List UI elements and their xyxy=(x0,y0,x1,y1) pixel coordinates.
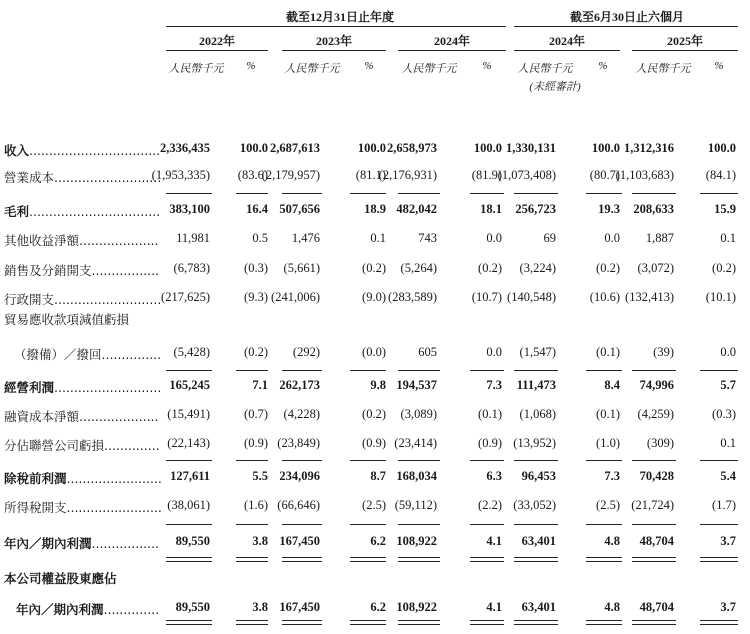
percent-cell: (0.2) xyxy=(362,407,386,421)
year-rule xyxy=(514,50,620,51)
percent-cell: (9.3) xyxy=(244,290,268,304)
unaudited-note: (未經審計) xyxy=(529,81,581,93)
subtotal-rule xyxy=(398,460,440,461)
percent-cell: 5.4 xyxy=(720,469,736,483)
amount-cell: 208,633 xyxy=(633,202,674,216)
percent-cell: (1.0) xyxy=(596,436,620,450)
row-label xyxy=(4,141,160,159)
amount-cell: 165,245 xyxy=(169,378,210,392)
amount-cell: 1,312,316 xyxy=(624,141,674,155)
percent-cell: (0.9) xyxy=(478,436,502,450)
percent-cell: 0.1 xyxy=(370,231,386,245)
amount-cell: (3,224) xyxy=(519,261,556,275)
row-label-text: 營業成本 xyxy=(4,170,55,185)
amount-cell: 605 xyxy=(418,345,437,359)
subtotal-rule xyxy=(282,370,322,371)
double-rule xyxy=(166,620,212,625)
amount-cell: (1,073,408) xyxy=(497,168,556,182)
percent-cell: 0.0 xyxy=(486,231,502,245)
amount-cell: (4,259) xyxy=(637,407,674,421)
percent-cell: 0.1 xyxy=(720,436,736,450)
dot-leader: ................. xyxy=(91,536,160,551)
row-label-text: 經營利潤 xyxy=(4,380,55,395)
subtotal-rule xyxy=(350,524,386,525)
amount-cell: (39) xyxy=(653,345,674,359)
dot-leader: ................................. xyxy=(29,204,161,219)
percent-cell: (0.1) xyxy=(596,345,620,359)
percent-cell: (10.7) xyxy=(471,290,502,304)
percent-cell: 16.4 xyxy=(246,202,268,216)
percent-cell: 6.2 xyxy=(370,534,386,548)
percent-cell: 4.1 xyxy=(486,600,502,614)
amount-cell: (6,783) xyxy=(173,261,210,275)
amount-cell: (1,068) xyxy=(519,407,556,421)
row-label xyxy=(4,310,129,328)
amount-cell: (217,625) xyxy=(161,290,210,304)
year-header-2022: 2022年 xyxy=(198,34,235,48)
percent-cell: (0.0) xyxy=(362,345,386,359)
subtotal-rule xyxy=(514,460,558,461)
percent-cell: (1.7) xyxy=(712,498,736,512)
unit-amount: 人民幣千元 xyxy=(517,63,573,75)
amount-cell: (1,103,683) xyxy=(615,168,674,182)
subtotal-rule xyxy=(632,460,676,461)
subtotal-rule xyxy=(470,193,504,194)
amount-cell: 234,096 xyxy=(279,469,320,483)
percent-cell: (0.7) xyxy=(244,407,268,421)
unit-amount: 人民幣千元 xyxy=(168,63,224,75)
percent-cell: (0.3) xyxy=(712,407,736,421)
amount-cell: (5,428) xyxy=(173,345,210,359)
percent-cell: 19.3 xyxy=(598,202,620,216)
unit-pct: % xyxy=(482,60,492,72)
subtotal-rule xyxy=(350,370,386,371)
double-rule xyxy=(236,557,268,562)
percent-cell: 3.8 xyxy=(252,534,268,548)
percent-cell: 5.5 xyxy=(252,469,268,483)
subtotal-rule xyxy=(236,524,268,525)
double-rule xyxy=(632,620,676,625)
subtotal-rule xyxy=(282,193,322,194)
group-header-full-year: 截至12月31日止年度 xyxy=(286,10,395,24)
subtotal-rule xyxy=(236,370,268,371)
percent-cell: (0.2) xyxy=(712,261,736,275)
row-label xyxy=(4,436,160,454)
amount-cell: 74,996 xyxy=(639,378,674,392)
percent-cell: 100.0 xyxy=(707,141,736,155)
year-header-2025-h1: 2025年 xyxy=(666,34,703,48)
row-label-text: 所得稅開支 xyxy=(4,500,67,515)
amount-cell: (309) xyxy=(646,436,674,450)
percent-cell: 4.1 xyxy=(486,534,502,548)
subtotal-rule xyxy=(350,193,386,194)
subtotal-rule xyxy=(700,370,738,371)
amount-cell: (140,548) xyxy=(507,290,556,304)
row-label xyxy=(16,600,159,618)
dot-leader: .................... xyxy=(79,233,159,248)
percent-cell: (9.0) xyxy=(362,290,386,304)
amount-cell: 168,034 xyxy=(396,469,437,483)
double-rule xyxy=(632,557,676,562)
subtotal-rule xyxy=(632,524,676,525)
percent-cell: 5.7 xyxy=(720,378,736,392)
percent-cell: 0.0 xyxy=(486,345,502,359)
row-label xyxy=(4,261,159,279)
double-rule xyxy=(514,557,558,562)
subtotal-rule xyxy=(166,370,212,371)
row-label-text: 銷售及分銷開支 xyxy=(4,263,92,278)
dot-leader: ........................... xyxy=(54,380,162,395)
subtotal-rule xyxy=(586,524,622,525)
row-label xyxy=(4,534,159,552)
double-rule xyxy=(282,557,322,562)
amount-cell: 11,981 xyxy=(176,231,210,245)
amount-cell: (66,646) xyxy=(277,498,320,512)
amount-cell: 108,922 xyxy=(396,600,437,614)
percent-cell: 0.1 xyxy=(720,231,736,245)
percent-cell: 6.2 xyxy=(370,600,386,614)
row-label xyxy=(4,168,161,186)
percent-cell: (0.1) xyxy=(596,407,620,421)
double-rule xyxy=(700,557,738,562)
amount-cell: (4,228) xyxy=(283,407,320,421)
row-label xyxy=(4,231,158,249)
amount-cell: (283,589) xyxy=(388,290,437,304)
amount-cell: 482,042 xyxy=(396,202,437,216)
year-header-2024: 2024年 xyxy=(433,34,470,48)
amount-cell: (5,264) xyxy=(400,261,437,275)
year-rule xyxy=(282,50,386,51)
amount-cell: (23,414) xyxy=(394,436,437,450)
double-rule xyxy=(514,620,558,625)
amount-cell: 167,450 xyxy=(279,534,320,548)
percent-cell: 0.0 xyxy=(720,345,736,359)
subtotal-rule xyxy=(350,460,386,461)
unit-pct: % xyxy=(246,60,256,72)
unit-amount: 人民幣千元 xyxy=(401,63,457,75)
amount-cell: 256,723 xyxy=(515,202,556,216)
amount-cell: (33,052) xyxy=(513,498,556,512)
amount-cell: 2,658,973 xyxy=(387,141,437,155)
double-rule xyxy=(236,620,268,625)
row-label xyxy=(4,407,158,425)
percent-cell: (0.1) xyxy=(478,407,502,421)
row-label xyxy=(4,569,117,587)
percent-cell: (81.1) xyxy=(355,168,386,182)
percent-cell: 18.1 xyxy=(480,202,502,216)
amount-cell: 70,428 xyxy=(639,469,674,483)
percent-cell: 0.0 xyxy=(604,231,620,245)
amount-cell: (241,006) xyxy=(271,290,320,304)
dot-leader: ........................... xyxy=(54,170,162,185)
percent-cell: 100.0 xyxy=(591,141,620,155)
percent-cell: 4.8 xyxy=(604,600,620,614)
percent-cell: 8.4 xyxy=(604,378,620,392)
dot-leader: ................................. xyxy=(29,143,161,158)
row-label xyxy=(4,469,162,487)
subtotal-rule xyxy=(514,193,558,194)
subtotal-rule xyxy=(236,193,268,194)
unit-pct: % xyxy=(598,60,608,72)
row-label-text: 分佔聯營公司虧損 xyxy=(4,438,105,453)
percent-cell: (0.3) xyxy=(244,261,268,275)
amount-cell: (59,112) xyxy=(394,498,437,512)
amount-cell: 48,704 xyxy=(639,534,674,548)
percent-cell: 9.8 xyxy=(370,378,386,392)
subtotal-rule xyxy=(236,460,268,461)
percent-cell: (10.6) xyxy=(589,290,620,304)
subtotal-rule xyxy=(632,370,676,371)
percent-cell: 3.7 xyxy=(720,534,736,548)
unit-amount: 人民幣千元 xyxy=(284,63,340,75)
dot-leader: ................. xyxy=(91,263,160,278)
amount-cell: 167,450 xyxy=(279,600,320,614)
percent-cell: 7.1 xyxy=(252,378,268,392)
percent-cell: 15.9 xyxy=(714,202,736,216)
amount-cell: (5,661) xyxy=(283,261,320,275)
year-rule xyxy=(398,50,506,51)
row-label-text: 收入 xyxy=(4,143,30,158)
row-label-text: 融資成本淨額 xyxy=(4,409,80,424)
amount-cell: (2,176,931) xyxy=(378,168,437,182)
percent-cell: (0.2) xyxy=(362,261,386,275)
amount-cell: (22,143) xyxy=(167,436,210,450)
subtotal-rule xyxy=(398,370,440,371)
dot-leader: ........................... xyxy=(54,292,162,307)
subtotal-rule xyxy=(586,193,622,194)
percent-cell: (83.6) xyxy=(237,168,268,182)
group-rule-full-year xyxy=(166,26,506,27)
subtotal-rule xyxy=(632,193,676,194)
amount-cell: 2,336,435 xyxy=(160,141,210,155)
amount-cell: 507,656 xyxy=(279,202,320,216)
percent-cell: 100.0 xyxy=(473,141,502,155)
double-rule xyxy=(350,620,386,625)
row-label-text: 本公司權益股東應佔 xyxy=(4,571,117,586)
amount-cell: (1,547) xyxy=(519,345,556,359)
dot-leader: ............... xyxy=(101,347,162,362)
row-label xyxy=(14,345,161,363)
unit-pct: % xyxy=(714,60,724,72)
row-label-text: 貿易應收款項減值虧損 xyxy=(4,312,130,327)
row-label xyxy=(4,202,160,220)
row-label-text: 毛利 xyxy=(4,204,30,219)
percent-cell: (0.2) xyxy=(244,345,268,359)
percent-cell: 4.8 xyxy=(604,534,620,548)
subtotal-rule xyxy=(586,460,622,461)
group-header-six-months: 截至6月30日止六個月 xyxy=(570,10,685,24)
row-label-text: 其他收益淨額 xyxy=(4,233,80,248)
amount-cell: 69 xyxy=(543,231,556,245)
year-header-2024-h1: 2024年 xyxy=(548,34,585,48)
row-label xyxy=(4,498,162,516)
unit-pct: % xyxy=(364,60,374,72)
row-label-text: 年內／期內利潤 xyxy=(16,602,104,617)
percent-cell: 7.3 xyxy=(486,378,502,392)
row-label-text: 年內／期內利潤 xyxy=(4,536,92,551)
subtotal-rule xyxy=(700,193,738,194)
subtotal-rule xyxy=(282,524,322,525)
percent-cell: (0.2) xyxy=(596,261,620,275)
group-rule-six-months xyxy=(514,26,738,27)
amount-cell: 383,100 xyxy=(169,202,210,216)
percent-cell: (84.1) xyxy=(705,168,736,182)
amount-cell: 63,401 xyxy=(521,534,556,548)
percent-cell: (2.2) xyxy=(478,498,502,512)
subtotal-rule xyxy=(700,460,738,461)
dot-leader: ........................ xyxy=(66,500,162,515)
year-header-2023: 2023年 xyxy=(315,34,352,48)
subtotal-rule xyxy=(470,460,504,461)
dot-leader: ........................ xyxy=(66,471,162,486)
amount-cell: (132,413) xyxy=(625,290,674,304)
percent-cell: (81.9) xyxy=(471,168,502,182)
amount-cell: 2,687,613 xyxy=(270,141,320,155)
subtotal-rule xyxy=(470,524,504,525)
subtotal-rule xyxy=(398,524,440,525)
row-label-text: 除稅前利潤 xyxy=(4,471,67,486)
row-label-text: 行政開支 xyxy=(4,292,55,307)
subtotal-rule xyxy=(166,193,212,194)
row-label xyxy=(4,290,161,308)
percent-cell: (0.9) xyxy=(362,436,386,450)
double-rule xyxy=(586,620,622,625)
double-rule xyxy=(398,557,440,562)
percent-cell: 8.7 xyxy=(370,469,386,483)
amount-cell: (21,724) xyxy=(631,498,674,512)
amount-cell: (23,849) xyxy=(277,436,320,450)
amount-cell: 1,330,131 xyxy=(506,141,556,155)
percent-cell: (2.5) xyxy=(596,498,620,512)
amount-cell: (15,491) xyxy=(167,407,210,421)
amount-cell: 127,611 xyxy=(170,469,210,483)
amount-cell: 111,473 xyxy=(516,378,556,392)
percent-cell: (80.7) xyxy=(589,168,620,182)
subtotal-rule xyxy=(586,370,622,371)
subtotal-rule xyxy=(514,370,558,371)
amount-cell: 262,173 xyxy=(279,378,320,392)
percent-cell: 3.8 xyxy=(252,600,268,614)
percent-cell: (0.9) xyxy=(244,436,268,450)
amount-cell: (38,061) xyxy=(167,498,210,512)
percent-cell: 6.3 xyxy=(486,469,502,483)
year-rule xyxy=(166,50,268,51)
percent-cell: 0.5 xyxy=(252,231,268,245)
percent-cell: 18.9 xyxy=(364,202,386,216)
subtotal-rule xyxy=(166,524,212,525)
percent-cell: (2.5) xyxy=(362,498,386,512)
amount-cell: (292) xyxy=(292,345,320,359)
row-label-text: （撥備）／撥回 xyxy=(14,347,102,362)
subtotal-rule xyxy=(514,524,558,525)
double-rule xyxy=(470,557,504,562)
amount-cell: (3,072) xyxy=(637,261,674,275)
row-label xyxy=(4,378,161,396)
double-rule xyxy=(586,557,622,562)
double-rule xyxy=(398,620,440,625)
percent-cell: (0.2) xyxy=(478,261,502,275)
amount-cell: 89,550 xyxy=(175,600,210,614)
percent-cell: (10.1) xyxy=(705,290,736,304)
double-rule xyxy=(282,620,322,625)
dot-leader: .............. xyxy=(103,602,160,617)
dot-leader: .............. xyxy=(104,438,160,453)
dot-leader: .................... xyxy=(79,409,159,424)
amount-cell: 89,550 xyxy=(175,534,210,548)
amount-cell: 48,704 xyxy=(639,600,674,614)
subtotal-rule xyxy=(166,460,212,461)
year-rule xyxy=(632,50,738,51)
amount-cell: (1,953,335) xyxy=(151,168,210,182)
double-rule xyxy=(350,557,386,562)
amount-cell: (2,179,957) xyxy=(261,168,320,182)
double-rule xyxy=(166,557,212,562)
subtotal-rule xyxy=(470,370,504,371)
amount-cell: (13,952) xyxy=(513,436,556,450)
amount-cell: 108,922 xyxy=(396,534,437,548)
amount-cell: 63,401 xyxy=(521,600,556,614)
subtotal-rule xyxy=(398,193,440,194)
amount-cell: 743 xyxy=(418,231,437,245)
double-rule xyxy=(470,620,504,625)
amount-cell: 96,453 xyxy=(521,469,556,483)
percent-cell: 7.3 xyxy=(604,469,620,483)
double-rule xyxy=(700,620,738,625)
subtotal-rule xyxy=(700,524,738,525)
percent-cell: 100.0 xyxy=(239,141,268,155)
unit-amount: 人民幣千元 xyxy=(635,63,691,75)
amount-cell: 1,887 xyxy=(645,231,674,245)
percent-cell: 3.7 xyxy=(720,600,736,614)
amount-cell: (3,089) xyxy=(400,407,437,421)
percent-cell: (1.6) xyxy=(244,498,268,512)
amount-cell: 194,537 xyxy=(396,378,437,392)
percent-cell: 100.0 xyxy=(357,141,386,155)
amount-cell: 1,476 xyxy=(291,231,320,245)
subtotal-rule xyxy=(282,460,322,461)
